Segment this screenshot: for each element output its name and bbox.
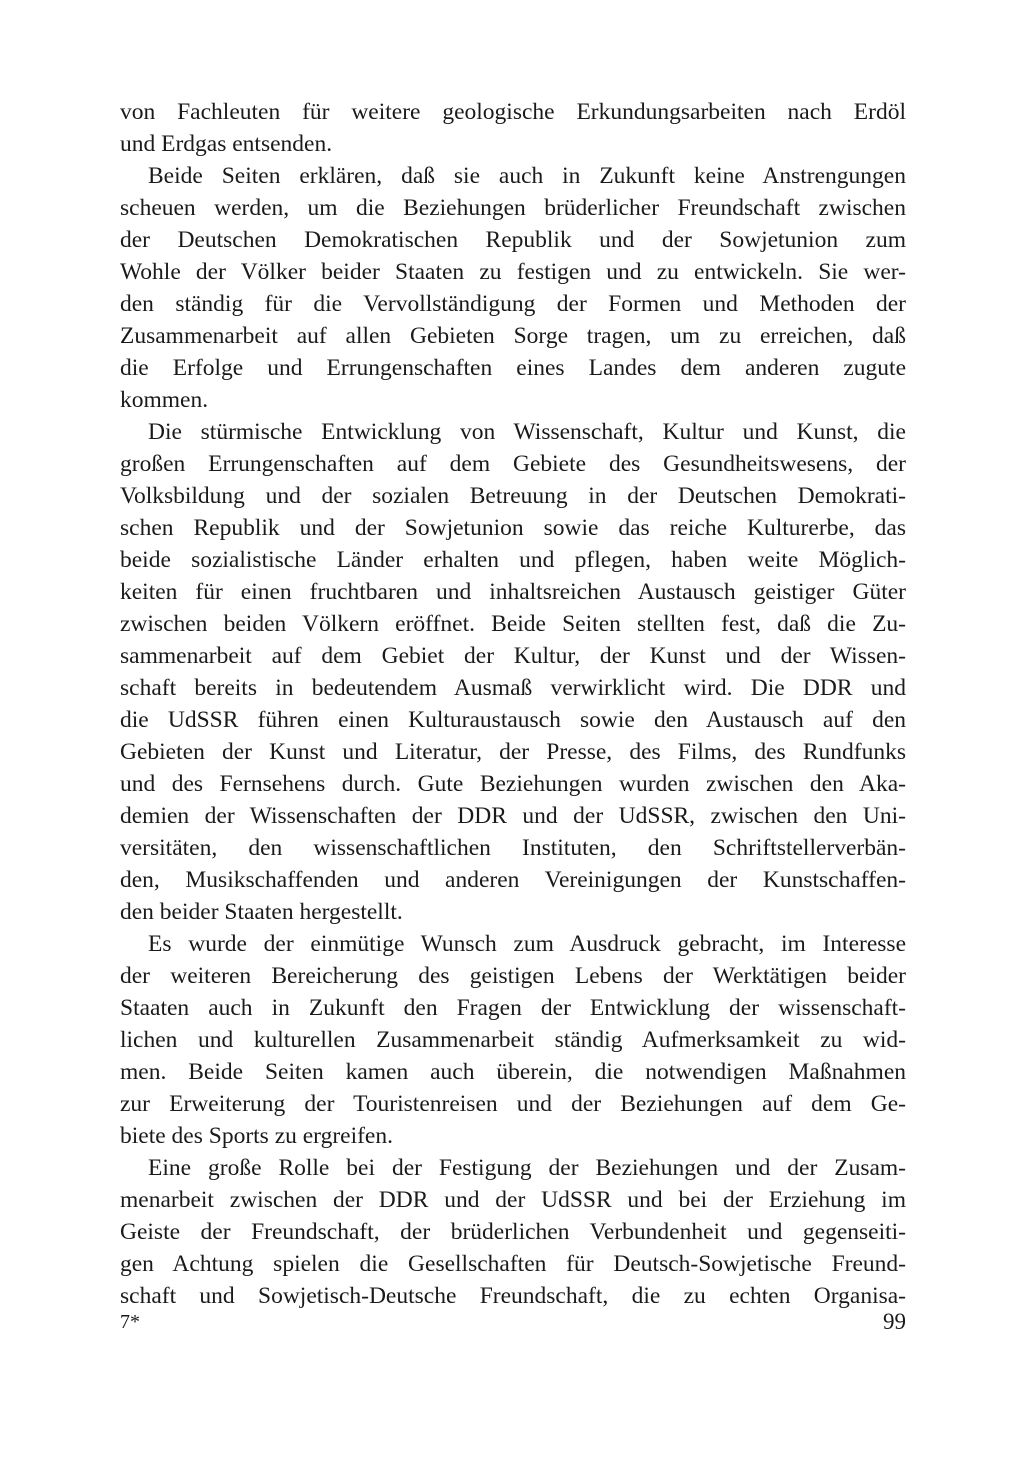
text-line: biete des Sports zu ergreifen. <box>120 1123 393 1149</box>
printer-signature-mark: 7* <box>120 1311 140 1333</box>
text-line: Geiste der Freundschaft, der brüderlichen Verbundenheit und gegenseiti- <box>120 1219 906 1245</box>
text-line: der weiteren Bereicherung des geistigen Lebens der Werktätigen beider <box>120 963 906 989</box>
text-line: gen Achtung spielen die Gesellschaften für Deutsch-Sowjetische Freund- <box>120 1251 906 1277</box>
text-line: zwischen beiden Völkern eröffnet. Beide Seiten stellten fest, daß die Zu- <box>120 611 906 637</box>
text-line: kommen. <box>120 387 209 413</box>
text-line: die Erfolge und Errungenschaften eines Landes dem anderen zugute <box>120 355 906 381</box>
text-line: Wohle der Völker beider Staaten zu festigen und zu entwickeln. Sie wer- <box>120 259 906 285</box>
text-line: und des Fernsehens durch. Gute Beziehungen wurden zwischen den Aka- <box>120 771 906 797</box>
page-number: 99 <box>883 1309 906 1334</box>
text-line: Zusammenarbeit auf allen Gebieten Sorge tragen, um zu erreichen, daß <box>120 323 906 349</box>
text-line: Es wurde der einmütige Wunsch zum Ausdruck gebracht, im Interesse <box>148 931 906 957</box>
text-line: versitäten, den wissenschaftlichen Instituten, den Schriftstellerverbän- <box>120 835 906 861</box>
text-line: sammenarbeit auf dem Gebiet der Kultur, der Kunst und der Wissen- <box>120 643 906 669</box>
text-line: schaft und Sowjetisch-Deutsche Freundschaft, die zu echten Organisa- <box>120 1283 906 1309</box>
text-line: Gebieten der Kunst und Literatur, der Presse, des Films, des Rundfunks <box>120 739 906 765</box>
paragraph <box>120 96 906 160</box>
text-line: schen Republik und der Sowjetunion sowie das reiche Kulturerbe, das <box>120 515 906 541</box>
text-line: keiten für einen fruchtbaren und inhaltsreichen Austausch geistiger Güter <box>120 579 906 605</box>
text-line: schaft bereits in bedeutendem Ausmaß verwirklicht wird. Die DDR und <box>120 675 906 701</box>
text-line: und Erdgas entsenden. <box>120 131 333 157</box>
text-line: von Fachleuten für weitere geologische Erkundungsarbeiten nach Erdöl <box>120 99 906 125</box>
paragraph <box>120 160 906 416</box>
text-line: der Deutschen Demokratischen Republik und der Sowjetunion zum <box>120 227 906 253</box>
paragraph <box>120 1152 906 1312</box>
text-line: den, Musikschaffenden und anderen Vereinigungen der Kunstschaffen- <box>120 867 906 893</box>
text-line: menarbeit zwischen der DDR und der UdSSR und bei der Erziehung im <box>120 1187 906 1213</box>
text-line: beide sozialistische Länder erhalten und pflegen, haben weite Möglich- <box>120 547 906 573</box>
text-line: den beider Staaten hergestellt. <box>120 899 403 925</box>
text-line: Die stürmische Entwicklung von Wissenschaft, Kultur und Kunst, die <box>148 419 906 445</box>
text-line: zur Erweiterung der Touristenreisen und der Beziehungen auf dem Ge- <box>120 1091 906 1117</box>
text-line: Eine große Rolle bei der Festigung der Beziehungen und der Zusam- <box>148 1155 906 1181</box>
paragraph <box>120 928 906 1152</box>
body-text <box>120 96 906 1312</box>
text-line: Beide Seiten erklären, daß sie auch in Zukunft keine Anstrengungen <box>148 163 906 189</box>
text-line: demien der Wissenschaften der DDR und der UdSSR, zwischen den Uni- <box>120 803 906 829</box>
paragraph <box>120 416 906 928</box>
text-line: scheuen werden, um die Beziehungen brüderlicher Freundschaft zwischen <box>120 195 906 221</box>
text-line: Staaten auch in Zukunft den Fragen der Entwicklung der wissenschaft- <box>120 995 906 1021</box>
text-line: die UdSSR führen einen Kulturaustausch sowie den Austausch auf den <box>120 707 906 733</box>
text-line: lichen und kulturellen Zusammenarbeit ständig Aufmerksamkeit zu wid- <box>120 1027 906 1053</box>
text-line: großen Errungenschaften auf dem Gebiete des Gesundheitswesens, der <box>120 451 906 477</box>
text-line: men. Beide Seiten kamen auch überein, die notwendigen Maßnahmen <box>120 1059 906 1085</box>
text-line: Volksbildung und der sozialen Betreuung in der Deutschen Demokrati- <box>120 483 906 509</box>
text-line: den ständig für die Vervollständigung der Formen und Methoden der <box>120 291 906 317</box>
